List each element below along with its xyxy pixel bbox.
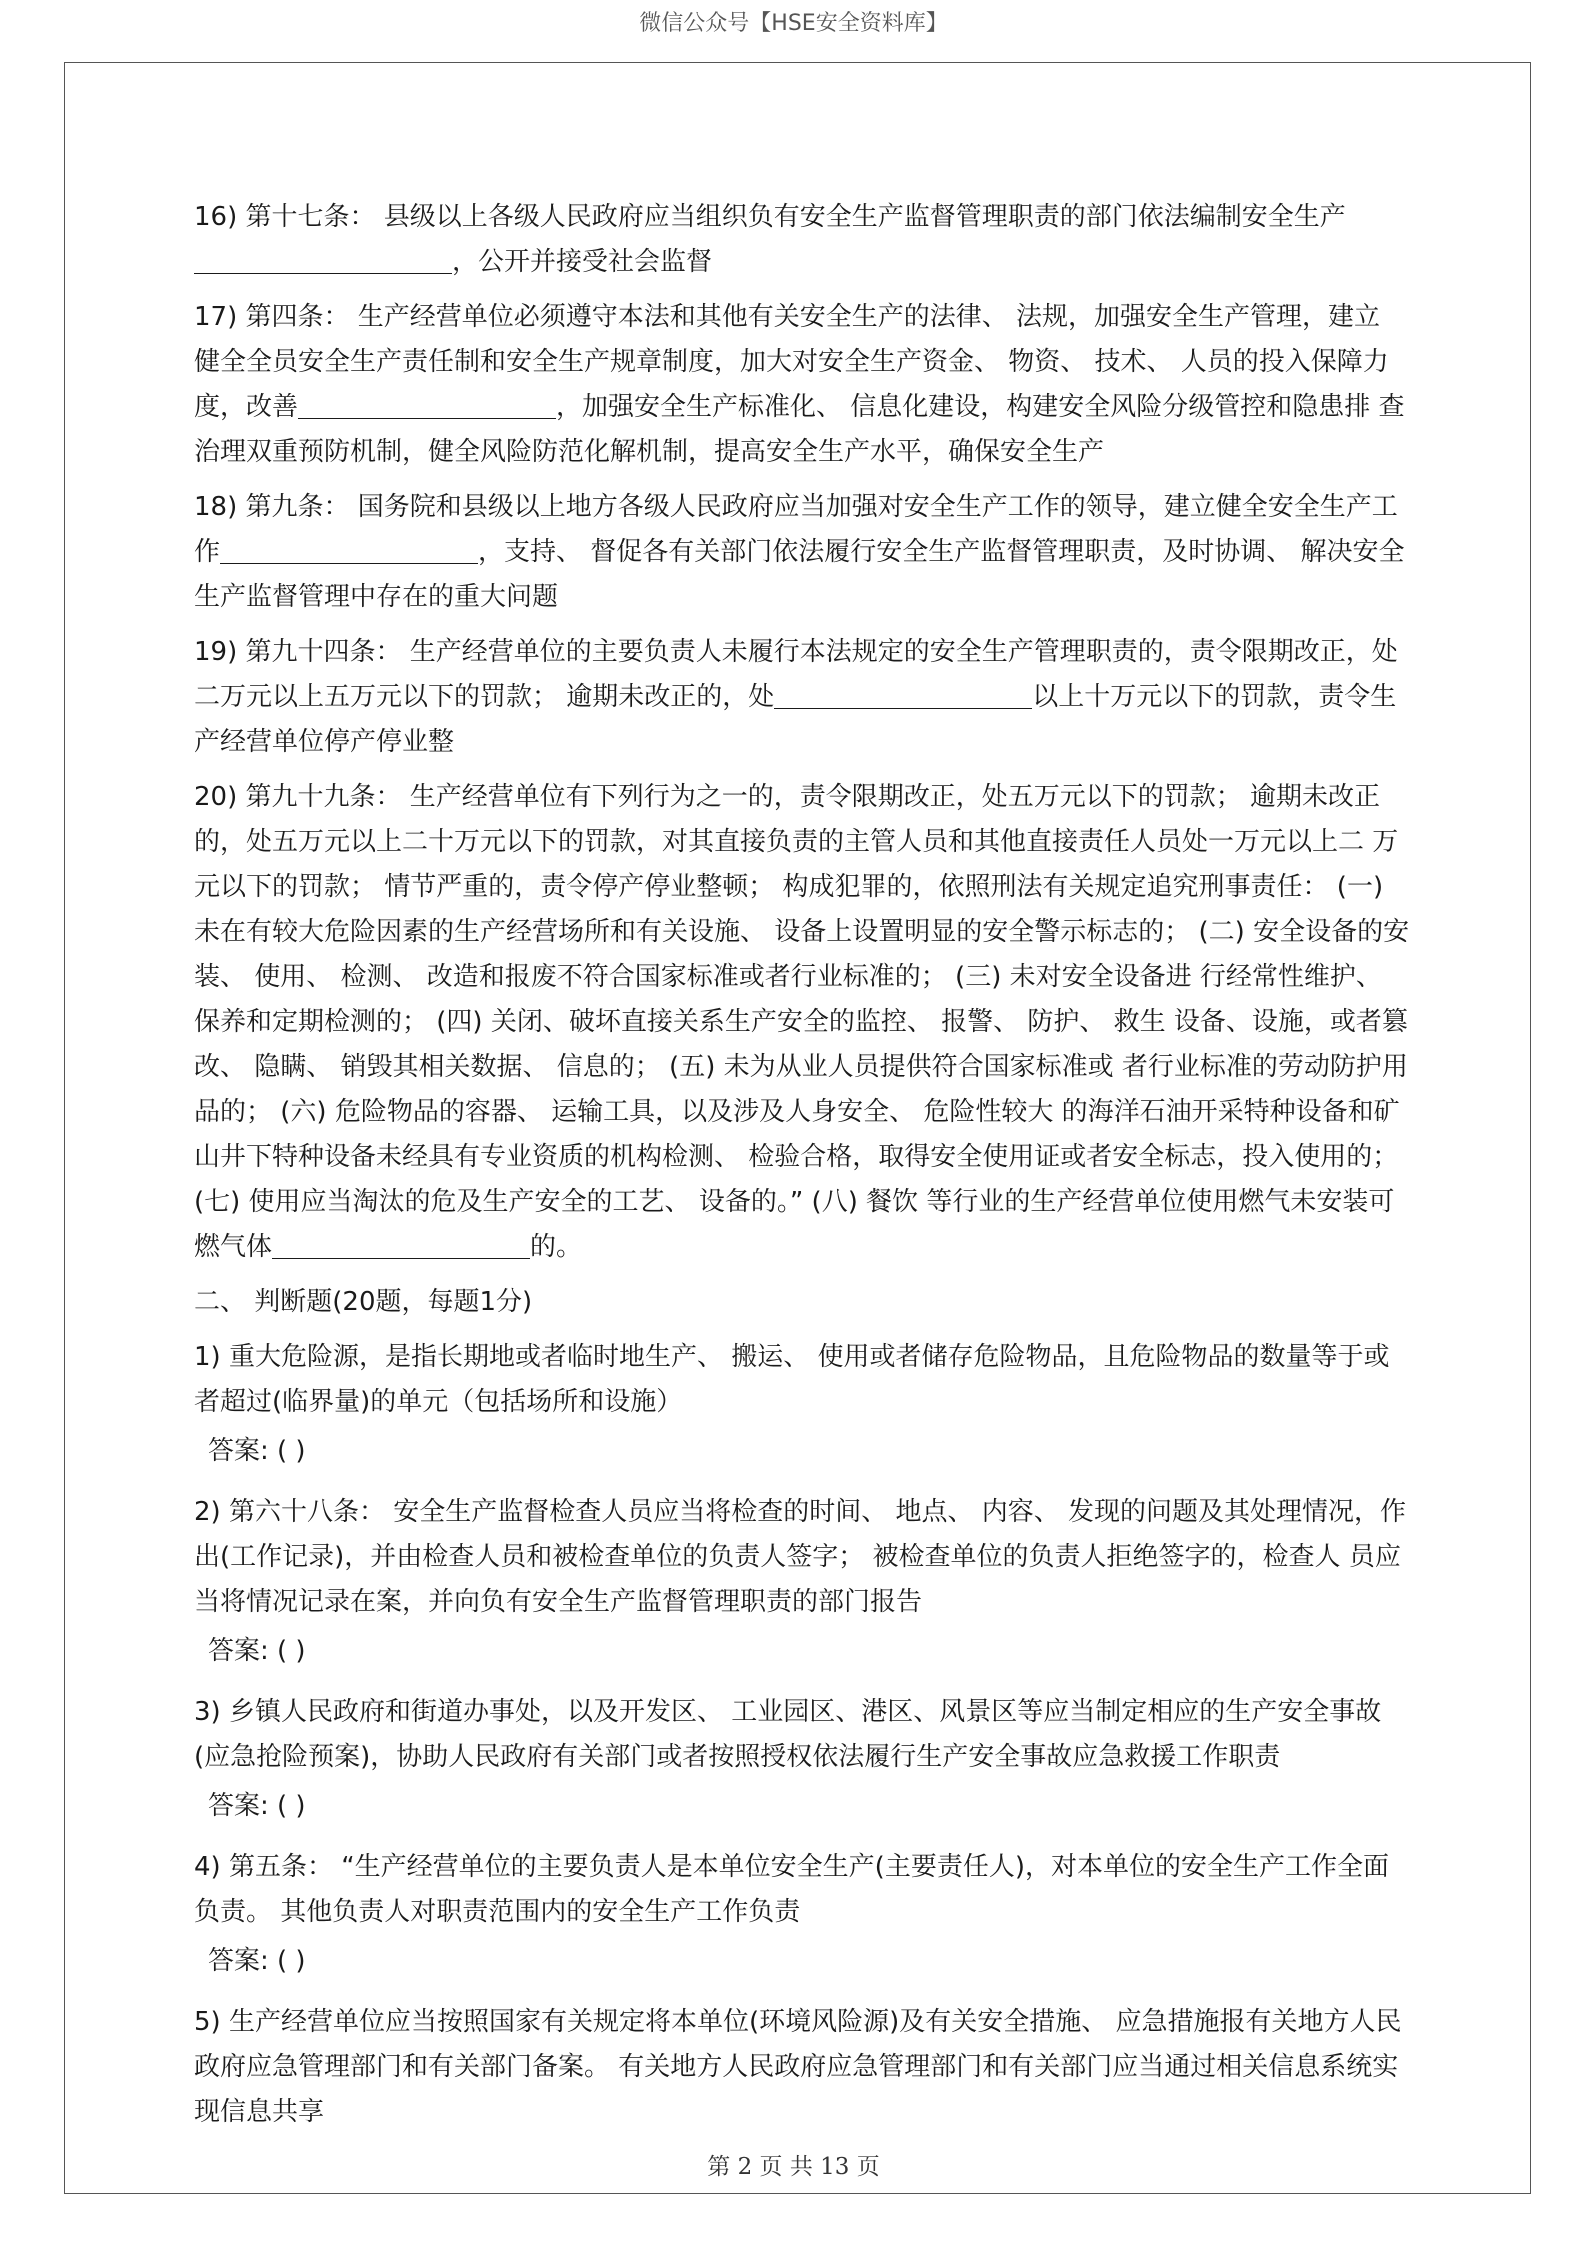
question-text: 以上十万元以下的罚款，责令生产经营单位停产停业整 bbox=[194, 682, 1397, 757]
question-text: 18) 第九条： 国务院和县级以上地方各级人民政府应当加强对安全生产工作的领导，建立健全安全生产工作 bbox=[194, 492, 1398, 567]
question-text: 16) 第十七条： 县级以上各级人民政府应当组织负有安全生产监督管理职责的部门依法编制安全生产 bbox=[194, 202, 1346, 232]
answer-line: 答案: ( ) bbox=[208, 1946, 306, 1976]
document-body bbox=[194, 195, 1410, 2145]
fill-question-20 bbox=[194, 775, 1410, 1270]
fill-question-17 bbox=[194, 295, 1410, 475]
question-text: 20) 第九十九条： 生产经营单位有下列行为之一的，责令限期改正，处五万元以下的罚款； 逾期未改正 的，处五万元以上二十万元以下的罚款，对其直接负责的主管人员和其他直接责任人员处一万元以上二 万元以下的罚款； 情节严重的，责令停产停业整顿； 构成犯罪的，依照刑法有关规定追究刑事责任： (一) 未在有较大危险因素的生产经营场所和有关设施、 设备上设置明显的安全警示标志的； (二) 安全设备的安装、 使用、 检测、 改造和报废不符合国家标准或者行业标准的； (三) 未对安全设备进 行经常性维护、 保养和定期检测的； (四) 关闭、破坏直接关系生产安全的监控、 报警、 防护、 救生 设备、设施，或者篡改、 隐瞒、 销毁其相关数据、 信息的； (五) 未为从业人员提供符合国家标准或 者行业标准的劳动防护用品的； (六) 危险物品的容器、 运输工具，以及涉及人身安全、 危险性较大 的海洋石油开采特种设备和矿山井下特种设备未经具有专业资质的机构检测、 检验合格，取得安全使用证或者安全标志，投入使用的； (七) 使用应当淘汰的危及生产安全的工艺、 设备的。” (八) 餐饮 等行业的生产经营单位使用燃气未安装可燃气体 bbox=[194, 782, 1410, 1262]
section-title: 二、 判断题(20题，每题1分) bbox=[194, 1287, 533, 1317]
answer-blank bbox=[220, 533, 478, 564]
answer-line: 答案: ( ) bbox=[208, 1791, 306, 1821]
question-text: ，支持、 督促各有关部门依法履行安全生产监督管理职责，及时协调、 解决安全生产监督管理中存在的重大问题 bbox=[194, 537, 1405, 612]
answer-blank bbox=[774, 678, 1032, 709]
page-number: 第 2 页 共 13 页 bbox=[707, 2154, 880, 2180]
question-text: 19) 第九十四条： 生产经营单位的主要负责人未履行本法规定的安全生产管理职责的，责令限期改正，处二万元以上五万元以下的罚款； 逾期未改正的，处 bbox=[194, 637, 1398, 712]
judge-question-5: 5) 生产经营单位应当按照国家有关规定将本单位(环境风险源)及有关安全措施、 应急措施报有关地方人民政府应急管理部门和有关部门备案。 有关地方人民政府应急管理部门和有关部门应当通过相关信息系统实现信息共享 bbox=[194, 2007, 1402, 2127]
fill-question-18 bbox=[194, 485, 1410, 620]
judge-question-4: 4) 第五条： “生产经营单位的主要负责人是本单位安全生产(主要责任人)，对本单位的安全生产工作全面负责。 其他负责人对职责范围内的安全生产工作负责 bbox=[194, 1852, 1389, 1927]
answer-blank bbox=[298, 388, 556, 419]
question-text: ，加强安全生产标准化、 信息化建设，构建安全风险分级管控和隐患排 查治理双重预防机制，健全风险防范化解机制，提高安全生产水平，确保安全生产 bbox=[194, 392, 1405, 467]
judge-question-3: 3) 乡镇人民政府和街道办事处，以及开发区、 工业园区、港区、风景区等应当制定相应的生产安全事故(应急抢险预案)，协助人民政府有关部门或者按照授权依法履行生产安全事故应急救援工作职责 bbox=[194, 1697, 1382, 1772]
answer-blank bbox=[272, 1228, 530, 1259]
question-text: ，公开并接受社会监督 bbox=[452, 247, 713, 277]
judge-question-2: 2) 第六十八条： 安全生产监督检查人员应当将检查的时间、 地点、 内容、 发现的问题及其处理情况，作出(工作记录)，并由检查人员和被检查单位的负责人签字； 被检查单位的负责人拒绝签字的，检查人 员应当将情况记录在案，并向负有安全生产监督管理职责的部门报告 bbox=[194, 1497, 1407, 1617]
answer-line: 答案: ( ) bbox=[208, 1436, 306, 1466]
question-text: 17) 第四条： 生产经营单位必须遵守本法和其他有关安全生产的法律、 法规，加强安全生产管理，建立 健全全员安全生产责任制和安全生产规章制度，加大对安全生产资金、 物资、 技术、 人员的投入保障力 度，改善 bbox=[194, 302, 1389, 422]
answer-line: 答案: ( ) bbox=[208, 1636, 306, 1666]
question-text: 的。 bbox=[530, 1232, 583, 1262]
page-header: 微信公众号【HSE安全资料库】 bbox=[639, 11, 948, 36]
fill-question-19 bbox=[194, 630, 1410, 765]
judge-question-1: 1) 重大危险源，是指长期地或者临时地生产、 搬运、 使用或者储存危险物品，且危险物品的数量等于或者超过(临界量)的单元（包括场所和设施） bbox=[194, 1342, 1390, 1417]
fill-question-16 bbox=[194, 195, 1410, 285]
answer-blank bbox=[194, 243, 452, 274]
